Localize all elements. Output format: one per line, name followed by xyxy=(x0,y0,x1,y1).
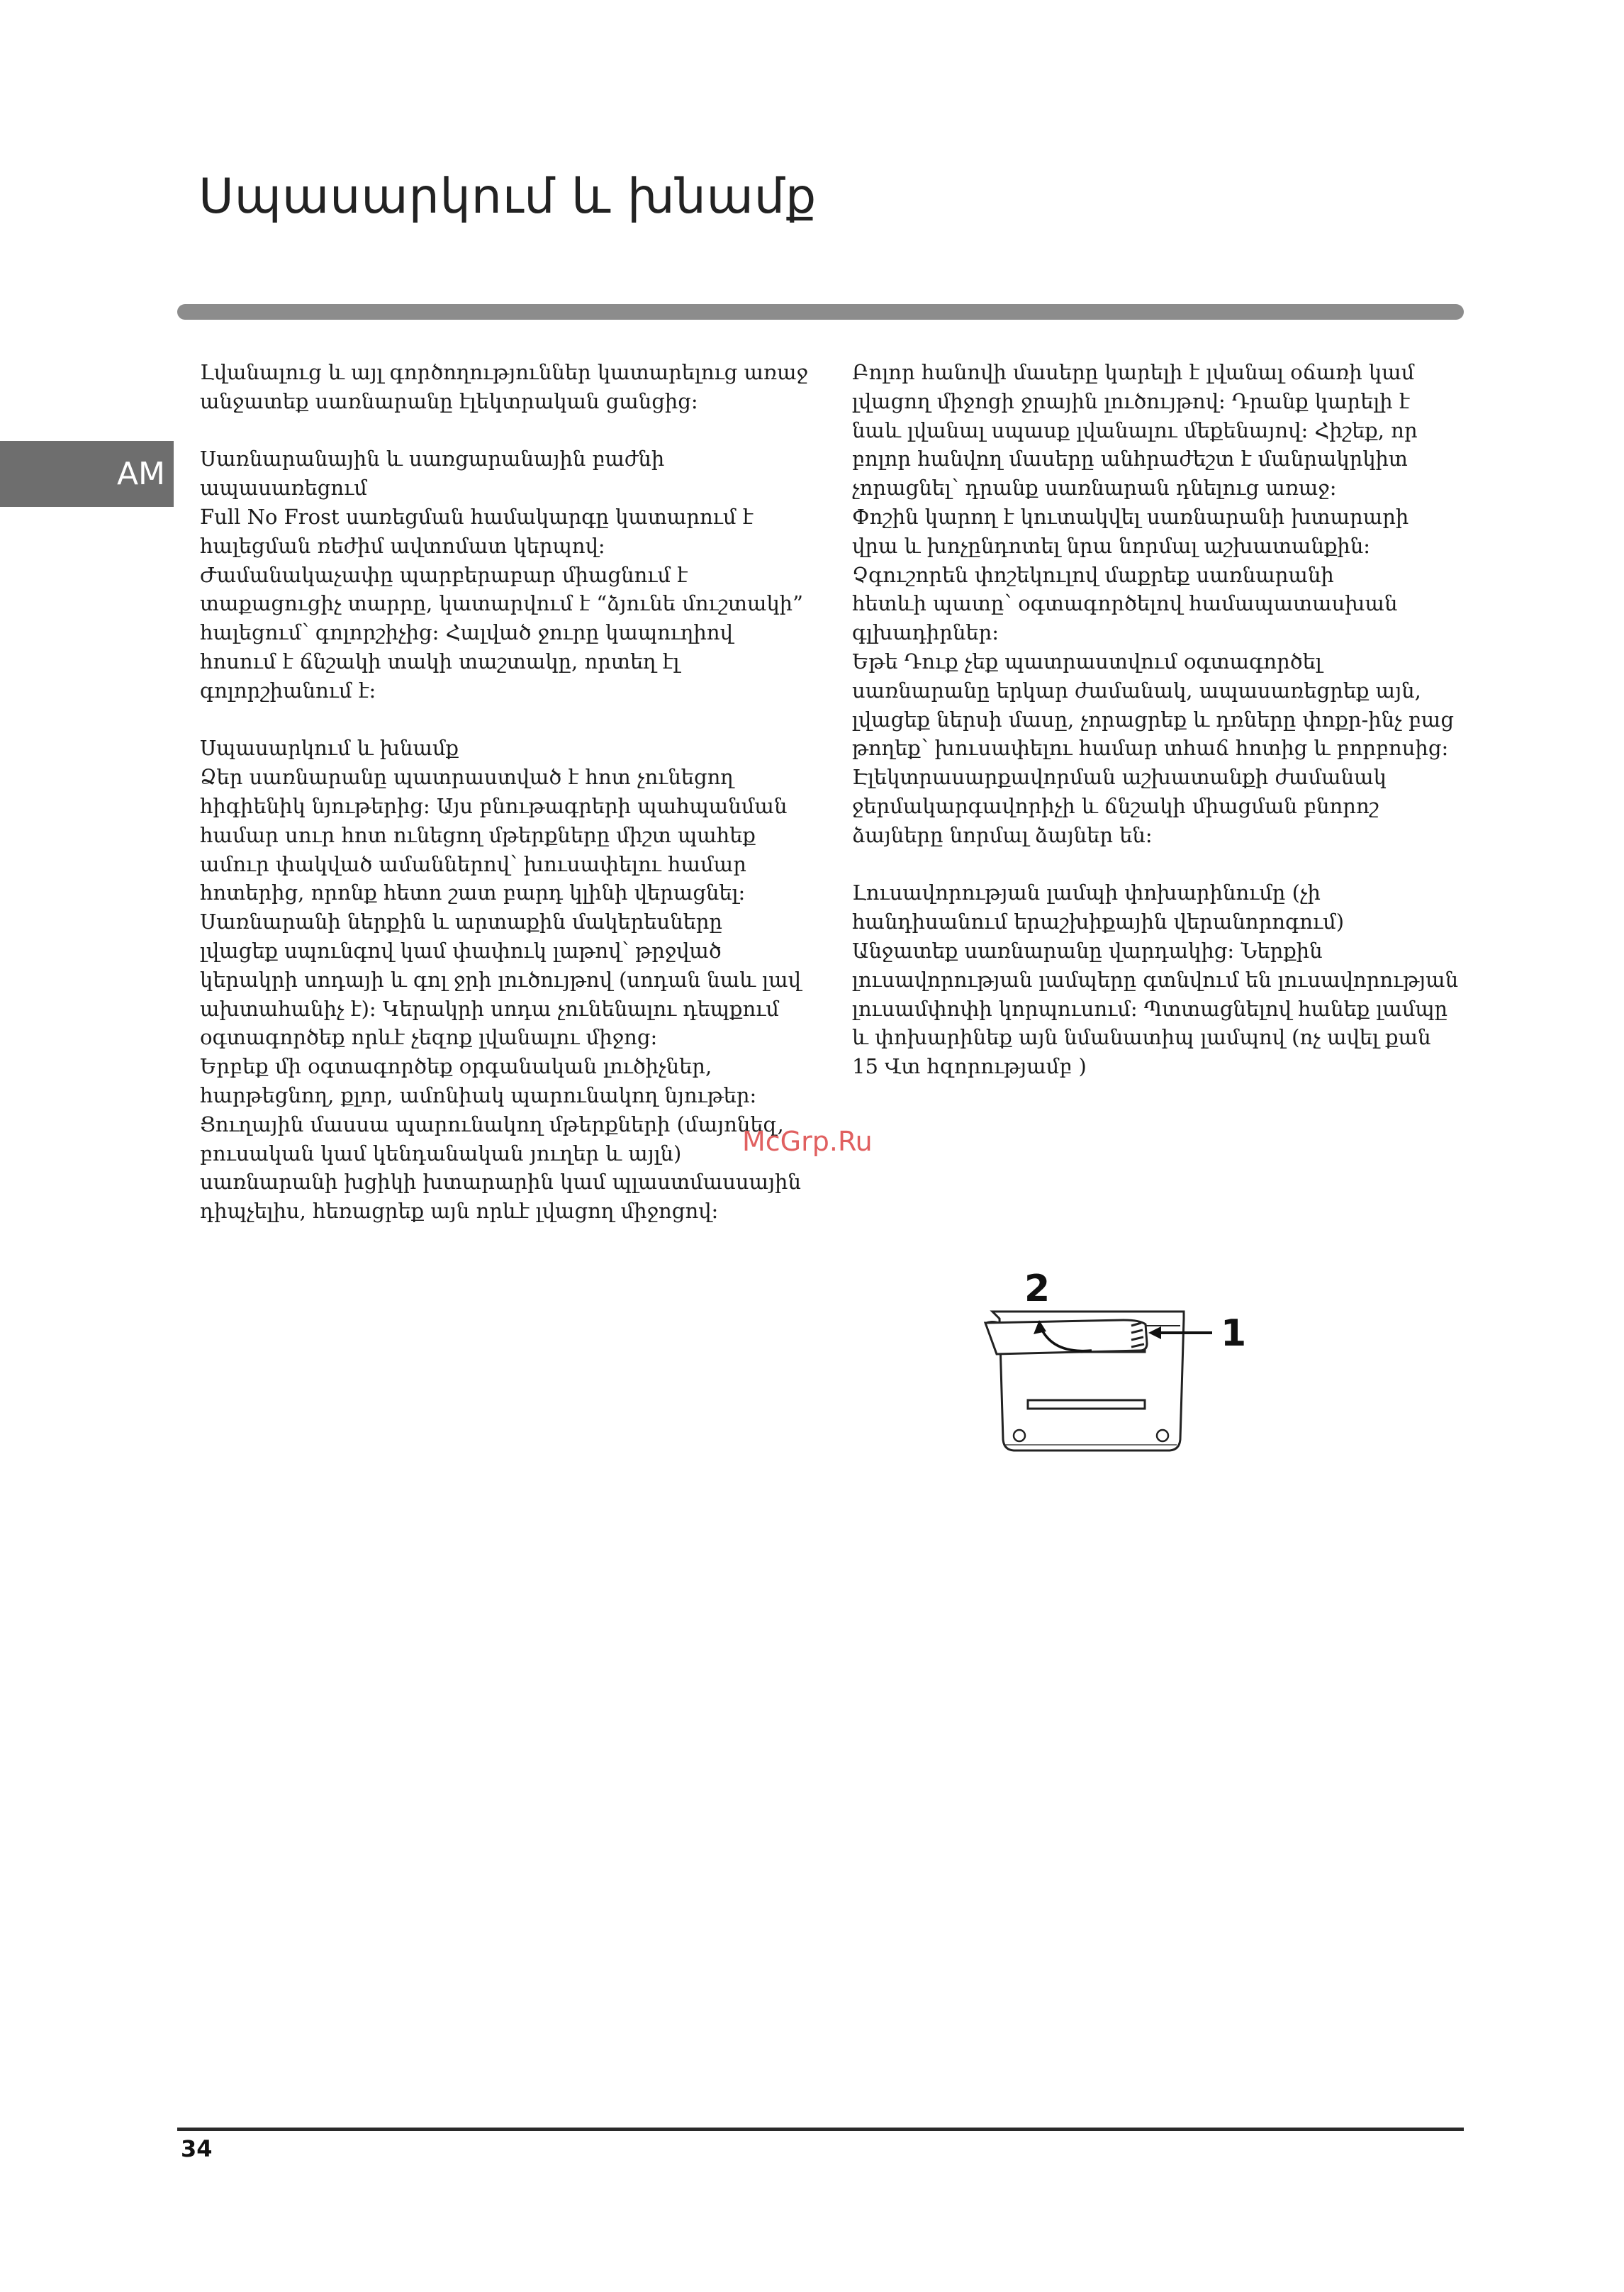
screw-right xyxy=(1157,1430,1168,1441)
paragraph-maintenance-care: Սպասարկում և խնամք Ձեր սառնարանը պատրաստված է հոտ չունեցող հիգիենիկ նյութերից: Այս բնութագրերի պահպանման համար սուր հոտ ունեցող մթերքները միշտ պահեք ամուր փակված ամաններով՝ խուսափելու համար հոտերից, որոնք հետո շատ բարդ կլինի վերացնել: Սառնարանի ներքին և արտաքին մակերեսները լվացեք սպունգով կամ փափուկ լաթով՝ թրջված կերակրի սոդայի և գոլ ջրի լուծույթով (սոդան նաև լավ ախտահանիչ է): Կերակրի սոդա չունենալու դեպքում օգտագործեք որևէ չեզոք լվանալու միջոց: Երբեք մի օգտագործեք օրգանական լուծիչներ, հարթեցնող, քլոր, ամոնիակ պարունակող նյութեր: Ցուղային մասսա պարունակող մթերքների (մայոնեզ, բուսական կամ կենդանական յուղեր և այլն) սառնարանի խցիկի խտարարին կամ պլաստմասսային դիպչելիս, հեռացրեք այն որևէ լվացող միջոցով: xyxy=(200,736,801,1224)
callout-label-1: 1 xyxy=(1221,1312,1247,1355)
lamp-cover-diagram xyxy=(971,1255,1297,1489)
language-code: AM xyxy=(116,456,165,492)
paragraph-lamp-replacement: Լուսավորության լամպի փոխարինումը (չի հանդիսանում երաշխիքային վերանորոգում) Անջատեք սառնարանը վարդակից: Ներքին լուսավորության լամպերը գտնվում են լուսավորության լուսամփոփի կորպուսում: Պտտացնելով հանեք լամպը և փոխարինեք այն նմանատիպ լամպով (ոչ ավել քան 15 Վտ հզորությամբ ) xyxy=(852,881,1459,1079)
housing-slot-lower xyxy=(1028,1400,1145,1409)
callout-label-2: 2 xyxy=(1024,1268,1051,1310)
language-tab xyxy=(0,441,174,507)
paragraph-unplug-warning: Լվանալուց և այլ գործողություններ կատարելուց առաջ անջատեք սառնարանը էլեկտրական ցանցից: xyxy=(200,360,808,413)
paragraph-defrosting: Սառնարանային և սառցարանային բաժնի ապասառեցում Full No Frost սառեցման համակարգը կատարում է հալեցման ռեժիմ ավտոմատ կերպով: Ժամանակաչափը պարբերաբար միացնում է տաքացուցիչ տարրը, կատարվում է “ձյունե մուշտակի” հալեցում՝ գոլորշիչից: Հալված ջուրը կապուղիով հոսում է ճնշակի տակի տաշտակը, որտեղ էլ գոլորշիանում է: xyxy=(200,447,803,703)
left-text-column xyxy=(200,358,817,1255)
lamp-cover-drawing xyxy=(971,1255,1297,1489)
footer-rule xyxy=(177,2128,1464,2131)
title-divider xyxy=(177,304,1464,320)
watermark: McGrp.Ru xyxy=(742,1126,873,1157)
right-text-column xyxy=(852,358,1476,1110)
page-number: 34 xyxy=(181,2135,213,2162)
screw-left xyxy=(1014,1430,1025,1441)
paragraph-cleaning-parts: Բոլոր հանովի մասերը կարելի է լվանալ օճառի կամ լվացող միջոցի ջրային լուծույթով: Դրանք կարելի է նաև լվանալ սպասք լվանալու մեքենայով: Հիշեք, որ բոլոր հանվող մասերը անհրաժեշտ է մանրակրկիտ չորացնել՝ դրանք սառնարան դնելուց առաջ: Փոշին կարող է կուտակվել սառնարանի խտարարի վրա և խոչընդոտել նրա նորմալ աշխատանքին: Չգուշորեն փոշեկուլով մաքրեք սառնարանի հետևի պատը՝ օգտագործելով համապատասխան գլխադիրներ: Եթե Դուք չեք պատրաստվում օգտագործել սառնարանը երկար ժամանակ, ապասառեցրեք այն, լվացեք ներսի մասը, չորացրեք և դռները փոքր-ինչ բաց թողեք՝ խուսափելու համար տհաճ հոտից և բորբոսից: Էլեկտրասարքավորման աշխատանքի ժամանակ ջերմակարգավորիչի և ճնշակի միացման բնորոշ ձայները նորմալ ձայներ են: xyxy=(852,360,1454,847)
page-title: Սպասարկում և խնամք xyxy=(198,169,817,225)
